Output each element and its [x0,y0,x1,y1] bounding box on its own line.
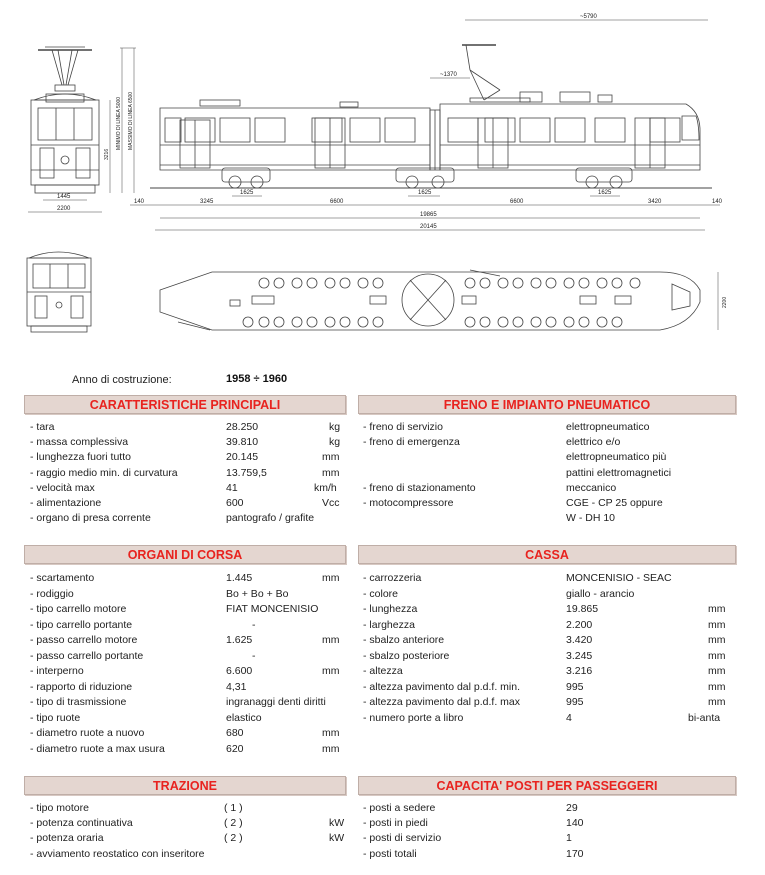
spec-row: - lunghezza fuori tutto 20.145 mm [30,451,340,464]
spec-row: - alimentazione 600 Vcc [30,496,340,509]
spec-row: - tipo ruote elastico [30,711,262,724]
svg-text:2200: 2200 [57,206,71,212]
spec-row: - potenza continuativa ( 2 ) kW [30,817,345,830]
brake-list [363,421,733,527]
section-header-traction: TRAZIONE [24,776,346,795]
spec-row: - altezza 3.216 mm [363,665,726,677]
spec-row: - freno di emergenza elettrico e/o [363,436,621,449]
spec-row: - passo carrello motore 1.625 mm [30,634,340,646]
svg-text:19865: 19865 [420,212,437,218]
svg-text:140: 140 [712,199,723,205]
svg-text:~5790: ~5790 [580,14,597,20]
spec-row: - interperno 6.600 mm [30,665,340,677]
spec-row: - motocompressore CGE - CP 25 oppure [363,496,663,509]
spec-row: - diametro ruote a nuovo 680 mm [30,727,340,739]
traction-list [30,802,350,863]
svg-text:1625: 1625 [240,190,254,196]
spec-row: - scartamento 1.445 mm [30,572,340,584]
section-header-main: CARATTERISTICHE PRINCIPALI [24,395,346,414]
seat-row-top [259,278,640,288]
body-list [363,572,733,727]
capacity-list [363,802,733,863]
spec-row: - avviamento reostatico con inseritore [30,847,205,860]
svg-text:MASSIMO DI LINEA 6500: MASSIMO DI LINEA 6500 [128,91,134,150]
running-gear-list [30,572,350,758]
svg-text:6600: 6600 [510,199,524,205]
svg-text:140: 140 [134,199,145,205]
svg-text:~1370: ~1370 [440,72,457,78]
tram-technical-drawing [0,0,765,360]
section-header-body: CASSA [358,545,736,564]
spec-row: - passo carrello portante - [30,649,256,662]
spec-row: - raggio medio min. di curvatura 13.759,5 mm [30,466,340,479]
spec-row: - carrozzeria MONCENISIO - SEAC [363,572,672,584]
section-header-running-gear: ORGANI DI CORSA [24,545,346,564]
spec-row: - tara 28.250 kg [30,421,341,433]
spec-row: - posti totali 170 [363,847,584,860]
tram-plan-view [160,270,718,330]
svg-text:1625: 1625 [598,190,612,196]
spec-row: - tipo di trasmissione ingranaggi denti diritti [30,696,326,708]
spec-row: - freno di servizio elettropneumatico [363,421,650,433]
spec-row: W - DH 10 [566,512,616,525]
spec-row: - tipo motore ( 1 ) [30,802,243,814]
spec-row: - sbalzo posteriore 3.245 mm [363,649,726,662]
dimension-labels [57,14,728,308]
svg-text:3216: 3216 [104,148,110,160]
main-characteristics-list [30,421,350,527]
spec-row: elettropneumatico più [566,451,667,464]
section-header-capacity: CAPACITA' POSTI PER PASSEGGERI [358,776,736,795]
spec-row: - colore giallo - arancio [363,587,635,600]
section-header-brake: FRENO E IMPIANTO PNEUMATICO [358,395,736,414]
spec-row: pattini elettromagnetici [566,466,672,479]
spec-row: - altezza pavimento dal p.d.f. min. 995 mm [363,680,726,693]
svg-text:20145: 20145 [420,224,437,230]
spec-row: - lunghezza 19.865 mm [363,603,726,615]
spec-row: - diametro ruote a max usura 620 mm [30,742,340,755]
spec-row: - sbalzo anteriore 3.420 mm [363,634,726,646]
year-label: Anno di costruzione: [72,374,172,386]
spec-row: - rapporto di riduzione 4,31 [30,680,247,693]
spec-row: - tipo carrello portante - [30,618,256,631]
svg-text:MINIMO DI LINEA 5000: MINIMO DI LINEA 5000 [116,96,122,150]
spec-row: - posti in piedi 140 [363,817,584,830]
svg-text:3245: 3245 [200,199,214,205]
spec-row: - numero porte a libro 4 bi-anta [363,711,721,724]
svg-text:6600: 6600 [330,199,344,205]
spec-row: - velocità max 41 km/h [30,481,337,494]
tram-side-view [130,20,720,230]
rear-end-view [27,252,91,332]
spec-row: - altezza pavimento dal p.d.f. max 995 mm [363,696,726,708]
spec-row: - rodiggio Bo + Bo + Bo [30,587,289,600]
svg-text:2200: 2200 [722,296,728,308]
spec-row: - posti di servizio 1 [363,832,572,845]
svg-text:3420: 3420 [648,199,662,205]
spec-row: - massa complessiva 39.810 kg [30,436,341,449]
spec-row: - potenza oraria ( 2 ) kW [30,832,345,845]
spec-row: - organo di presa corrente pantografo / grafite [30,512,315,525]
svg-text:1445: 1445 [57,194,71,200]
year-value: 1958 ÷ 1960 [226,373,288,385]
spec-row: - larghezza 2.200 mm [363,618,726,631]
spec-row: - freno di stazionamento meccanico [363,481,617,494]
svg-text:1625: 1625 [418,190,432,196]
spec-row: - posti a sedere 29 [363,802,578,814]
spec-row: - tipo carrello motore FIAT MONCENISIO [30,603,319,615]
